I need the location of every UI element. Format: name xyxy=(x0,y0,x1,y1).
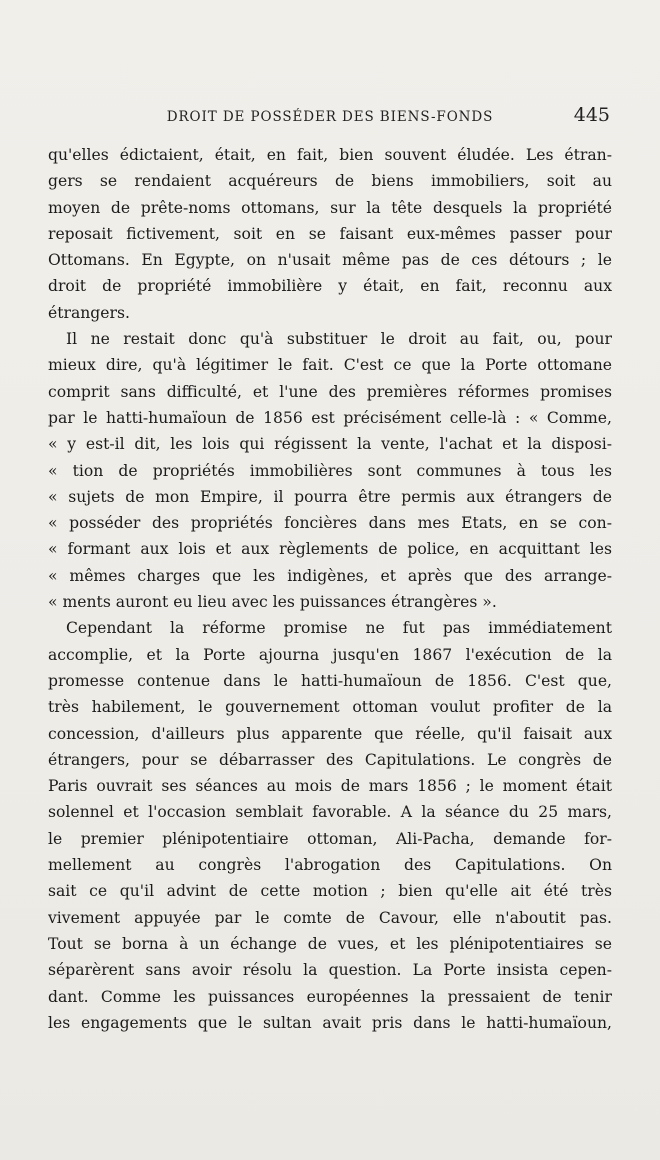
text-line: Cependant la réforme promise ne fut pas immédiatement xyxy=(66,619,612,638)
text-line: accomplie, et la Porte ajourna jusqu'en 1867 l'exécution de la xyxy=(48,645,612,664)
text-line: étrangers, pour se débarrasser des Capitulations. Le congrès de xyxy=(48,750,612,769)
text-line: mieux dire, qu'à légitimer le fait. C'est ce que la Porte ottomane xyxy=(48,356,612,375)
text-line: comprit sans difficulté, et l'une des premières réformes promises xyxy=(48,382,612,401)
text-line: mellement au congrès l'abrogation des Capitulations. On xyxy=(48,856,612,875)
text-line: par le hatti-humaïoun de 1856 est précisément celle-là : « Comme, xyxy=(48,408,612,427)
text-line: droit de propriété immobilière y était, en fait, reconnu aux xyxy=(48,277,612,296)
text-line: « sujets de mon Empire, il pourra être permis aux étrangers de xyxy=(48,487,612,506)
page-number: 445 xyxy=(573,104,610,126)
text-line: « y est-il dit, les lois qui régissent la vente, l'achat et la disposi- xyxy=(48,435,612,454)
text-line: vivement appuyée par le comte de Cavour, elle n'aboutit pas. xyxy=(48,908,612,927)
body-text xyxy=(48,142,612,1036)
text-line: dant. Comme les puissances européennes la pressaient de tenir xyxy=(48,987,612,1006)
text-line: qu'elles édictaient, était, en fait, bien souvent éludée. Les étran- xyxy=(48,146,612,164)
text-line: « formant aux lois et aux règlements de police, en acquittant les xyxy=(48,540,612,559)
text-line: Paris ouvrait ses séances au mois de mars 1856 ; le moment était xyxy=(48,777,612,796)
text-line: promesse contenue dans le hatti-humaïoun de 1856. C'est que, xyxy=(48,671,612,690)
text-line: concession, d'ailleurs plus apparente que réelle, qu'il faisait aux xyxy=(48,724,612,743)
text-line: reposait fictivement, soit en se faisant eux-mêmes passer pour xyxy=(48,224,612,243)
text-line: séparèrent sans avoir résolu la question. La Porte insista cepen- xyxy=(48,961,612,980)
text-line: sait ce qu'il advint de cette motion ; bien qu'elle ait été très xyxy=(48,882,612,901)
text-line: solennel et l'occasion semblait favorable. A la séance du 25 mars, xyxy=(48,803,612,822)
text-line: « ments auront eu lieu avec les puissances étrangères ». xyxy=(48,593,497,612)
text-line: les engagements que le sultan avait pris dans le hatti-humaïoun, xyxy=(48,1013,612,1032)
text-line: étrangers. xyxy=(48,303,130,322)
text-line: « mêmes charges que les indigènes, et après que des arrange- xyxy=(48,566,612,585)
text-line: moyen de prête-noms ottomans, sur la tête desquels la propriété xyxy=(48,198,612,217)
text-line: « tion de propriétés immobilières sont communes à tous les xyxy=(48,461,612,480)
text-line: très habilement, le gouvernement ottoman voulut profiter de la xyxy=(48,698,612,717)
running-head xyxy=(48,104,612,130)
text-line: Tout se borna à un échange de vues, et les plénipotentiaires se xyxy=(48,934,612,953)
text-line: Ottomans. En Egypte, on n'usait même pas de ces détours ; le xyxy=(48,251,612,270)
text-line: Il ne restait donc qu'à substituer le droit au fait, ou, pour xyxy=(66,330,612,349)
running-title: DROIT DE POSSÉDER DES BIENS-FONDS xyxy=(166,109,494,125)
text-line: gers se rendaient acquéreurs de biens immobiliers, soit au xyxy=(48,172,612,191)
text-line: « posséder des propriétés foncières dans mes Etats, en se con- xyxy=(48,514,612,533)
text-line: le premier plénipotentiaire ottoman, Ali-Pacha, demande for- xyxy=(48,829,612,848)
